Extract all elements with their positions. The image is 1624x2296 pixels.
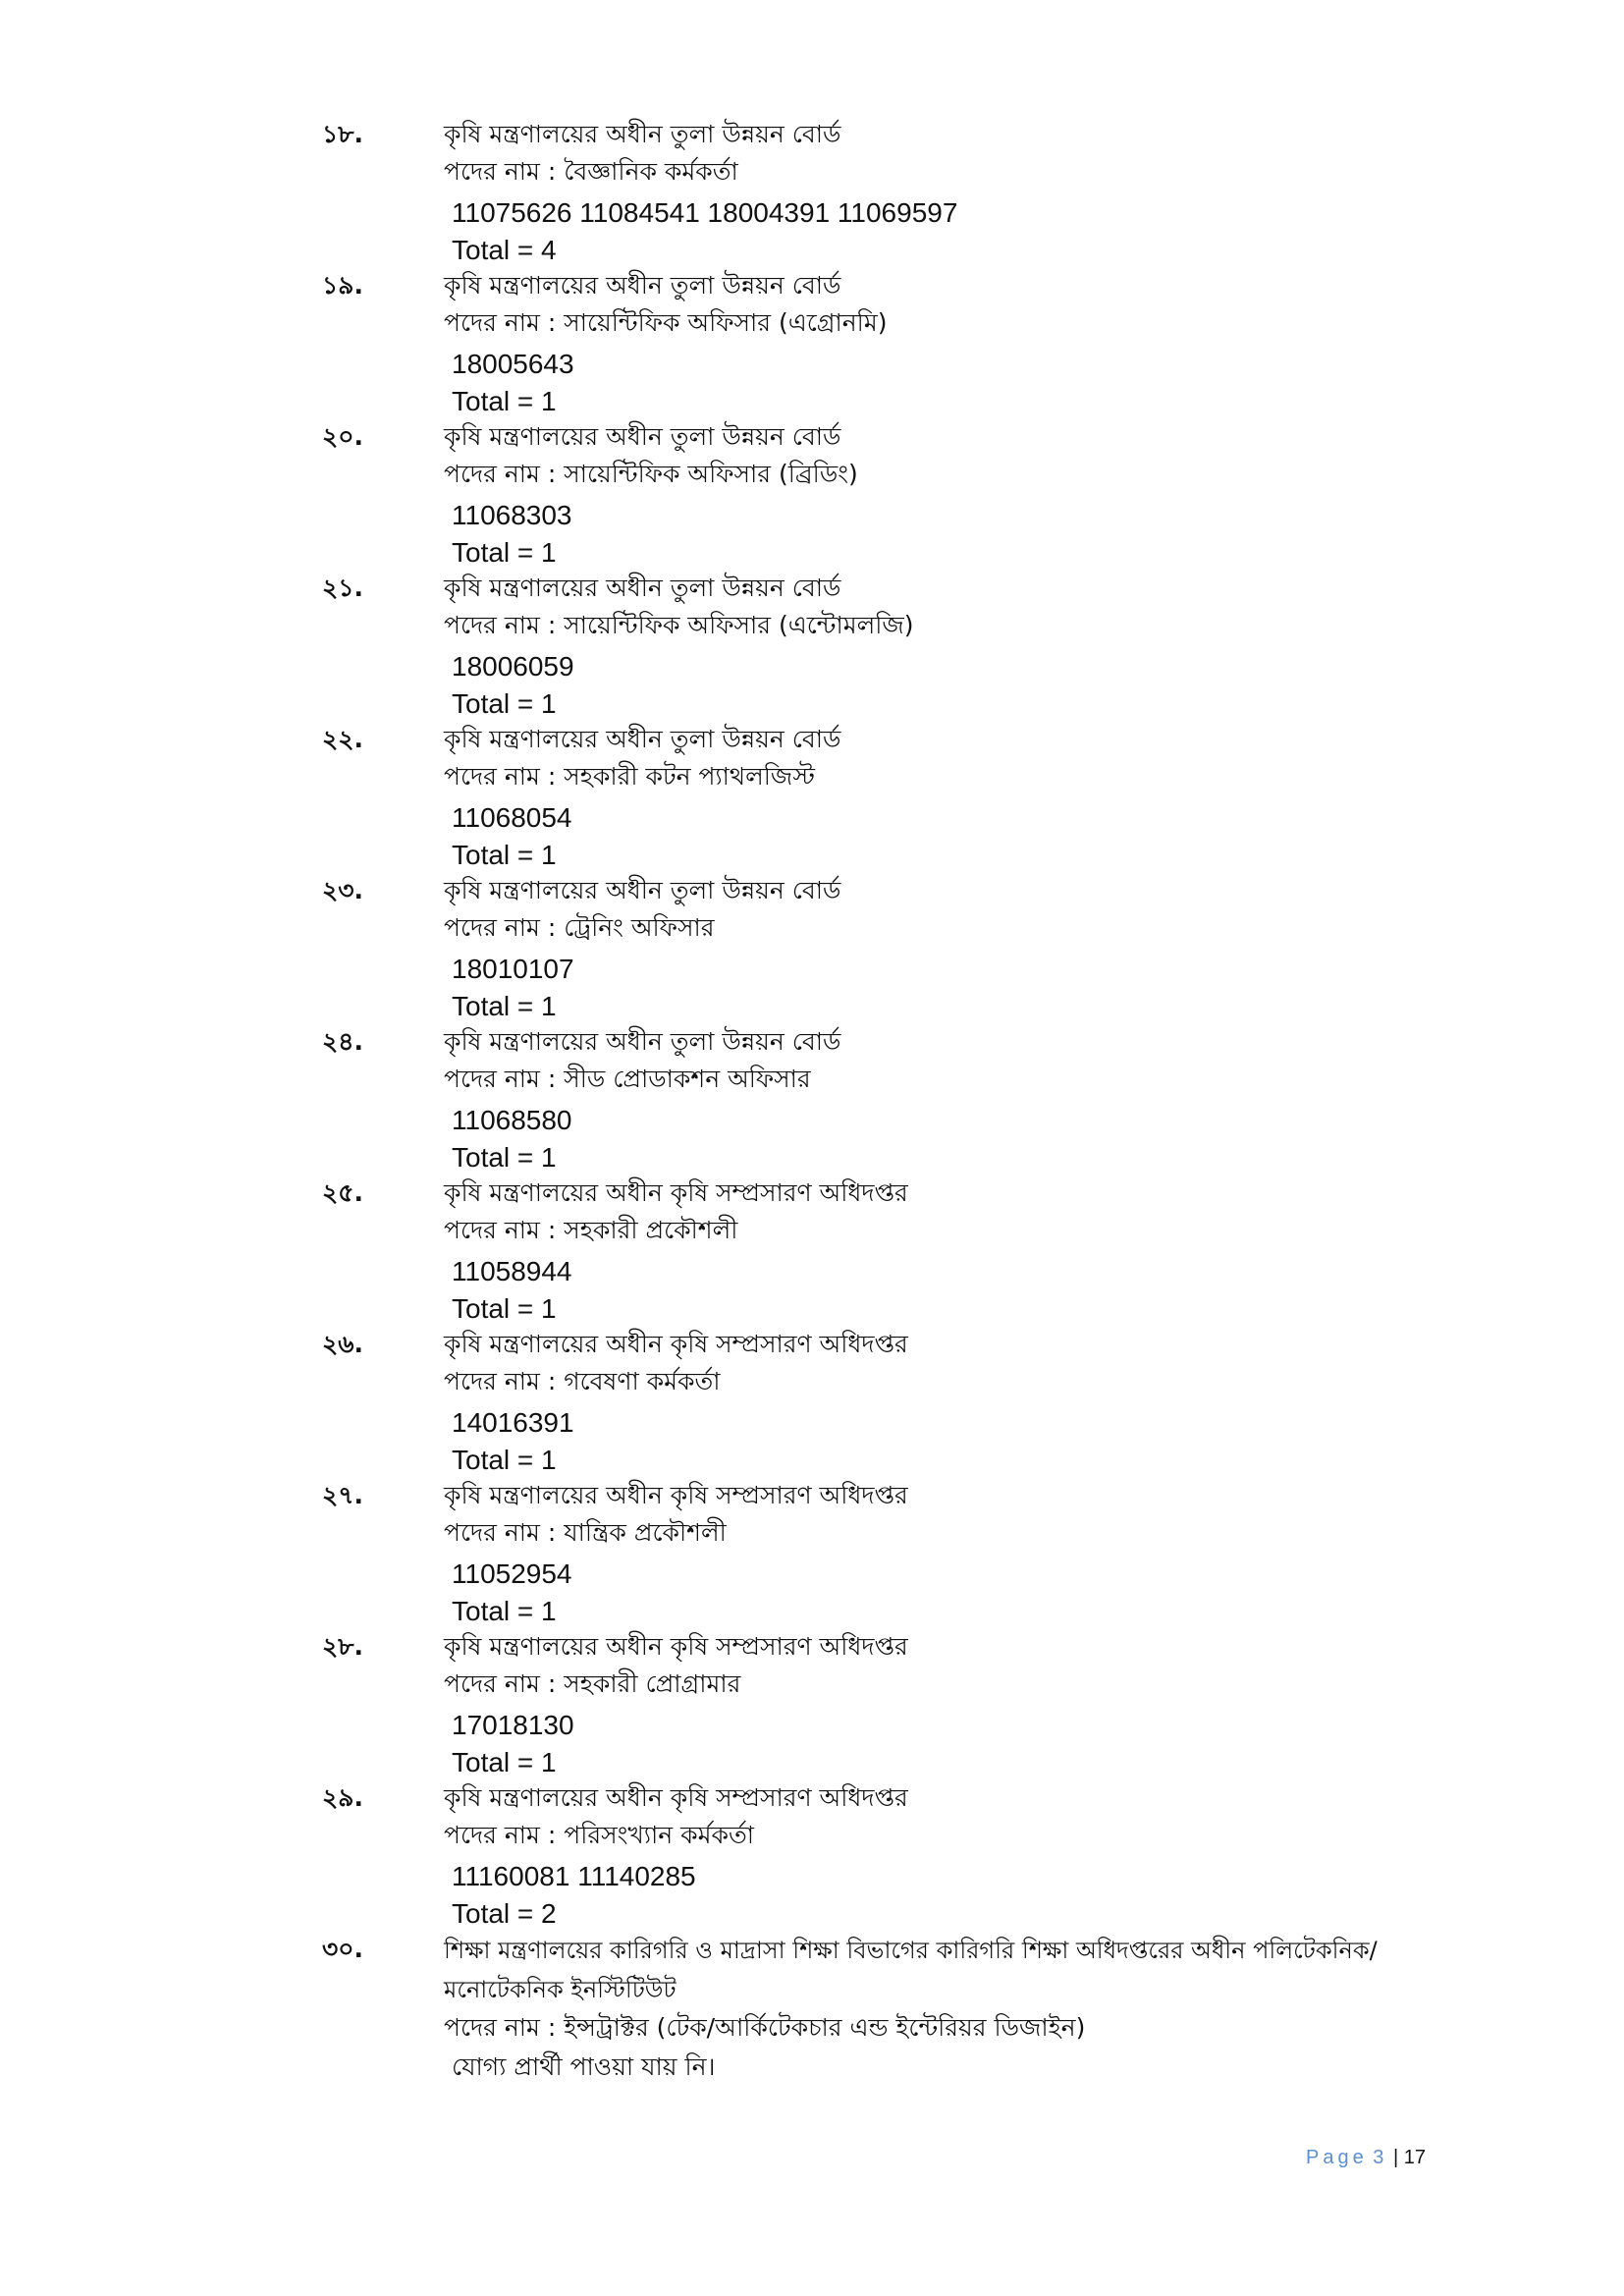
- item-number: ১৮.: [322, 120, 363, 148]
- item-number: ২৯.: [322, 1783, 363, 1812]
- item-number: ২২.: [322, 725, 364, 753]
- organization-text: কৃষি মন্ত্রণালয়ের অধীন তুলা উন্নয়ন বোর্ড: [444, 574, 841, 602]
- roll-numbers: 11068303: [452, 500, 572, 530]
- organization-text: কৃষি মন্ত্রণালয়ের অধীন তুলা উন্নয়ন বোর্ড: [444, 876, 841, 904]
- total-text: Total = 1: [452, 1747, 557, 1777]
- post-name-text: পদের নাম : যান্ত্রিক প্রকৌশলী: [444, 1518, 727, 1547]
- post-name-text: পদের নাম : সায়েন্টিফিক অফিসার (এগ্রোনমি): [444, 308, 888, 337]
- roll-numbers: 11075626 11084541 18004391 11069597: [452, 197, 958, 228]
- roll-numbers: 11052954: [452, 1558, 572, 1589]
- item-number: ২০.: [322, 422, 364, 451]
- organization-text: কৃষি মন্ত্রণালয়ের অধীন তুলা উন্নয়ন বোর্ড: [444, 725, 841, 753]
- post-name-text: পদের নাম : সায়েন্টিফিক অফিসার (এন্টোমলজি): [444, 611, 914, 639]
- total-text: Total = 2: [452, 1898, 557, 1929]
- post-name-text: পদের নাম : সায়েন্টিফিক অফিসার (ব্রিডিং): [444, 460, 858, 488]
- total-text: Total = 1: [452, 1445, 557, 1475]
- total-text: Total = 1: [452, 537, 557, 568]
- item-number: ২৩.: [322, 876, 364, 904]
- item-number: ৩০.: [322, 1935, 364, 1963]
- item-number: ২৫.: [322, 1178, 363, 1207]
- post-name-text: পদের নাম : ইন্সট্রাক্টর (টেক/আর্কিটেকচার এন্ড ইন্টেরিয়র ডিজাইন): [444, 2013, 1086, 2042]
- page-label: Page: [1306, 2147, 1368, 2168]
- post-name-text: পদের নাম : সহকারী প্রোগ্রামার: [444, 1669, 741, 1698]
- item-number: ১৯.: [322, 271, 363, 300]
- roll-numbers: 18010107: [452, 954, 574, 984]
- roll-numbers: 18005643: [452, 349, 574, 379]
- note-text: যোগ্য প্রার্থী পাওয়া যায় নি।: [452, 2052, 716, 2081]
- post-name-text: পদের নাম : গবেষণা কর্মকর্তা: [444, 1367, 721, 1395]
- organization-text: কৃষি মন্ত্রণালয়ের অধীন তুলা উন্নয়ন বোর্ড: [444, 120, 841, 148]
- organization-text: কৃষি মন্ত্রণালয়ের অধীন তুলা উন্নয়ন বোর্ড: [444, 271, 841, 300]
- page-separator: |: [1392, 2147, 1399, 2168]
- organization-text: কৃষি মন্ত্রণালয়ের অধীন কৃষি সম্প্রসারণ অধিদপ্তর: [444, 1783, 908, 1812]
- page-total: 17: [1403, 2147, 1426, 2168]
- total-text: Total = 1: [452, 1142, 557, 1173]
- item-number: ২৭.: [322, 1481, 364, 1509]
- organization-text: কৃষি মন্ত্রণালয়ের অধীন কৃষি সম্প্রসারণ অধিদপ্তর: [444, 1632, 908, 1661]
- roll-numbers: 11068054: [452, 802, 572, 833]
- item-number: ২৪.: [322, 1027, 363, 1056]
- item-number: ২৬.: [322, 1330, 364, 1358]
- page-current: 3: [1373, 2147, 1388, 2168]
- total-text: Total = 1: [452, 1596, 557, 1626]
- organization-text: শিক্ষা মন্ত্রণালয়ের কারিগরি ও মাদ্রাসা শিক্ষা বিভাগের কারিগরি শিক্ষা অধিদপ্তরের অধীন পলিটেকনিক/ মনোটেকনিক ইনস্টিটিউট: [444, 1937, 1378, 2003]
- item-number: ২৮.: [322, 1632, 363, 1661]
- item-number: ২১.: [322, 574, 363, 602]
- total-text: Total = 4: [452, 235, 557, 265]
- roll-numbers: 11058944: [452, 1256, 572, 1286]
- organization-text: কৃষি মন্ত্রণালয়ের অধীন কৃষি সম্প্রসারণ অধিদপ্তর: [444, 1481, 908, 1509]
- post-name-text: পদের নাম : পরিসংখ্যান কর্মকর্তা: [444, 1821, 755, 1849]
- organization-text: কৃষি মন্ত্রণালয়ের অধীন কৃষি সম্প্রসারণ অধিদপ্তর: [444, 1330, 908, 1358]
- post-name-text: পদের নাম : ট্রেনিং অফিসার: [444, 913, 715, 942]
- organization-text: কৃষি মন্ত্রণালয়ের অধীন তুলা উন্নয়ন বোর্ড: [444, 1027, 841, 1056]
- post-name-text: পদের নাম : বৈজ্ঞানিক কর্মকর্তা: [444, 157, 738, 186]
- total-text: Total = 1: [452, 1293, 557, 1324]
- total-text: Total = 1: [452, 386, 557, 416]
- total-text: Total = 1: [452, 991, 557, 1021]
- post-name-text: পদের নাম : সহকারী কটন প্যাথলজিস্ট: [444, 762, 815, 791]
- post-name-text: পদের নাম : সীড প্রোডাকশন অফিসার: [444, 1065, 811, 1093]
- roll-numbers: 18006059: [452, 651, 574, 682]
- total-text: Total = 1: [452, 840, 557, 870]
- organization-text: কৃষি মন্ত্রণালয়ের অধীন কৃষি সম্প্রসারণ অধিদপ্তর: [444, 1178, 908, 1207]
- post-name-text: পদের নাম : সহকারী প্রকৌশলী: [444, 1216, 738, 1244]
- organization-text: কৃষি মন্ত্রণালয়ের অধীন তুলা উন্নয়ন বোর্ড: [444, 422, 841, 451]
- roll-numbers: 17018130: [452, 1710, 574, 1740]
- roll-numbers: 11068580: [452, 1105, 572, 1135]
- roll-numbers: 11160081 11140285: [452, 1861, 696, 1891]
- page-footer: [1306, 2147, 1426, 2169]
- roll-numbers: 14016391: [452, 1407, 574, 1438]
- total-text: Total = 1: [452, 688, 557, 719]
